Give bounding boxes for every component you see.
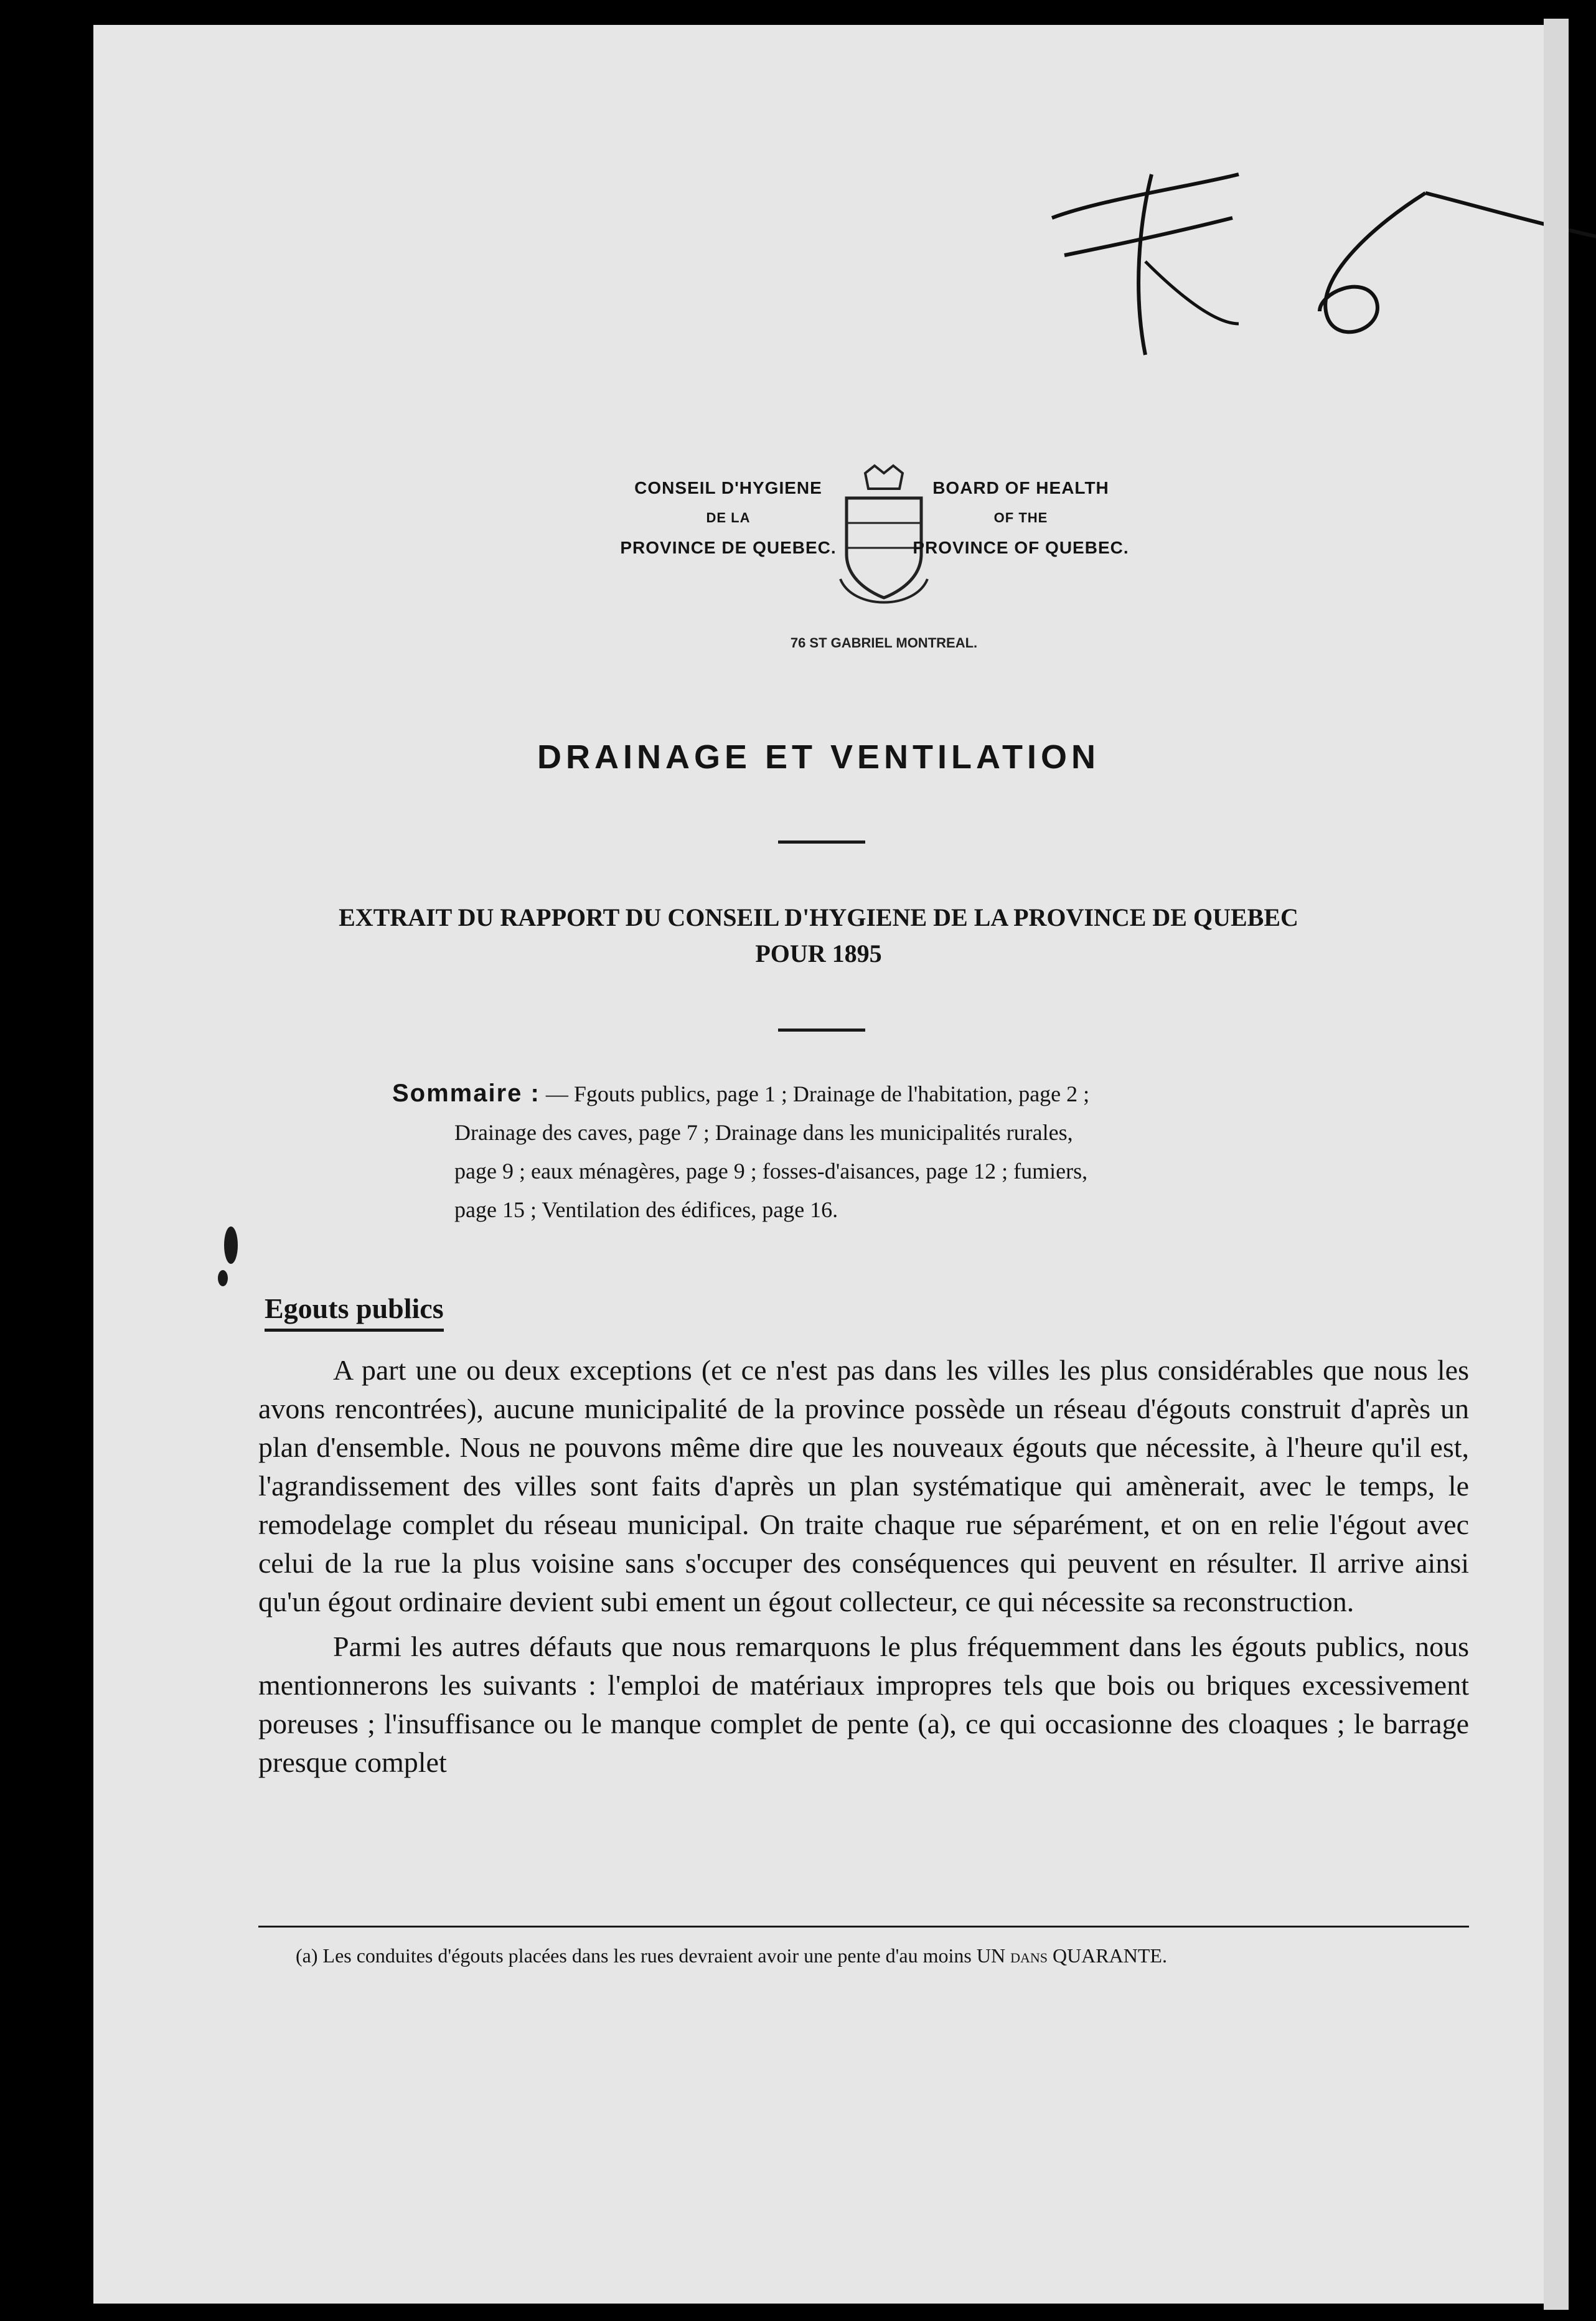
document-title: DRAINAGE ET VENTILATION xyxy=(537,738,1100,776)
summary xyxy=(392,1074,1363,1229)
section-heading: Egouts publics xyxy=(265,1292,444,1332)
extract-line: POUR 1895 xyxy=(755,939,882,967)
document-page xyxy=(93,25,1544,2304)
body-text xyxy=(258,1351,1469,1788)
footnote-caps: UN dans QUARANTE. xyxy=(976,1944,1167,1967)
divider xyxy=(778,1029,865,1032)
seal-right-line: PROVINCE OF QUEBEC. xyxy=(913,538,1129,557)
summary-line: Drainage des caves, page 7 ; Drainage dans les municipalités rurales, xyxy=(454,1120,1073,1145)
ink-spot xyxy=(218,1270,228,1286)
footnote-divider xyxy=(258,1926,1469,1928)
divider xyxy=(778,840,865,844)
summary-label: Sommaire : xyxy=(392,1080,540,1107)
seal-left-line: DE LA xyxy=(706,510,751,525)
seal-right-line: BOARD OF HEALTH xyxy=(932,478,1109,497)
extract-line: EXTRAIT DU RAPPORT DU CONSEIL D'HYGIENE DE LA PROVINCE DE QUEBEC xyxy=(339,903,1298,931)
seal-right-line: OF THE xyxy=(993,510,1048,525)
paragraph: A part une ou deux exceptions (et ce n'est pas dans les villes les plus considérables que nous les avons rencontrées), aucune municipalité de la province possède un réseau d'égouts construit d'après un plan d'ensemble. Nous ne pouvons même dire que les nouveaux égouts que nécessite, à l'heure qu'il est, l'agrandissement des villes sont faits d'après un plan systématique qui amènerait, avec le temps, le remodelage complet du réseau municipal. On traite chaque rue séparément, et on en relie l'égout avec celui de la rue la plus voisine sans s'occuper des conséquences qui peuvent en résulter. Il arrive ainsi qu'un égout ordinaire devient subi ement un égout collecteur, ce qui nécessite sa reconstruction. xyxy=(258,1354,1469,1617)
summary-line: page 15 ; Ventilation des édifices, page 16. xyxy=(454,1197,838,1222)
extract-heading xyxy=(93,900,1544,972)
summary-line: page 9 ; eaux ménagères, page 9 ; fosses-d'aisances, page 12 ; fumiers, xyxy=(454,1159,1088,1184)
seal-address: 76 ST GABRIEL MONTREAL. xyxy=(790,635,978,651)
handwritten-annotation xyxy=(1027,149,1596,411)
footnote xyxy=(258,1942,1469,1969)
page-edge xyxy=(1544,19,1569,2310)
summary-line: — Fgouts publics, page 1 ; Drainage de l'habitation, page 2 ; xyxy=(540,1081,1090,1106)
seal-left-line: CONSEIL D'HYGIENE xyxy=(634,478,822,497)
seal-left-line: PROVINCE DE QUEBEC. xyxy=(620,538,837,557)
paragraph: Parmi les autres défauts que nous remarquons le plus fréquemment dans les égouts publics, nous mentionnerons les suivants : l'emploi de matériaux impropres tels que bois ou briques excessivement poreuses ; l'insuffisance ou le manque complet de pente (a), ce qui occasionne des cloaques ; le barrage presque complet xyxy=(258,1631,1469,1778)
ink-spot xyxy=(224,1226,238,1264)
footnote-text: (a) Les conduites d'égouts placées dans les rues devraient avoir une pente d'au moins xyxy=(296,1944,972,1967)
seal-right-text xyxy=(878,473,1164,563)
